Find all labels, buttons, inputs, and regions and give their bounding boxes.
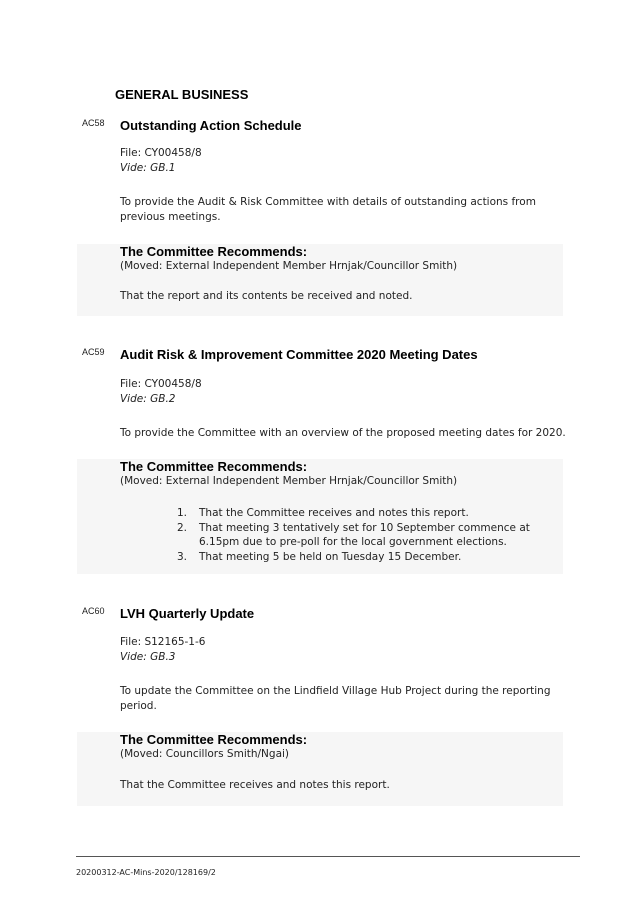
item-title: LVH Quarterly Update [120, 606, 255, 621]
moved-by: (Moved: External Independent Member Hrnjak/Councillor Smith) [120, 475, 458, 487]
item-title: Outstanding Action Schedule [120, 118, 302, 133]
section-heading: GENERAL BUSINESS [115, 87, 249, 102]
recommendation-box [77, 244, 563, 316]
item-number: AC58 [82, 118, 105, 128]
recommendation-heading: The Committee Recommends: [120, 459, 308, 474]
list-item-text: That meeting 5 be held on Tuesday 15 December. [199, 550, 462, 563]
recommendation-box [77, 459, 563, 574]
list-item-number: 2. [177, 521, 188, 534]
recommendation-heading: The Committee Recommends: [120, 244, 308, 259]
item-number: AC60 [82, 606, 105, 616]
recommendation-box [77, 732, 563, 806]
item-purpose: To provide the Audit & Risk Committee with details of outstanding actions from previous meetings. [120, 196, 536, 223]
list-item-text: That meeting 3 tentatively set for 10 September commence at 6.15pm due to pre-poll for the local government elections. [199, 521, 530, 548]
item-purpose: To update the Committee on the Lindfield Village Hub Project during the reporting period. [120, 685, 551, 712]
item-purpose: To provide the Committee with an overview of the proposed meeting dates for 2020. [120, 427, 566, 439]
file-reference [120, 146, 202, 176]
item-title: Audit Risk & Improvement Committee 2020 Meeting Dates [120, 347, 478, 362]
vide-reference: Vide: GB.3 [120, 651, 176, 663]
recommendation-list [177, 506, 537, 564]
moved-by: (Moved: Councillors Smith/Ngai) [120, 748, 290, 760]
list-item [177, 550, 537, 565]
file-reference [120, 377, 202, 407]
file-number: File: S12165-1-6 [120, 636, 206, 648]
file-number: File: CY00458/8 [120, 378, 202, 390]
recommendation-text: That the report and its contents be received and noted. [120, 290, 413, 302]
footer-divider [76, 856, 580, 857]
list-item [177, 506, 537, 521]
recommendation-text: That the Committee receives and notes this report. [120, 779, 390, 791]
list-item [177, 521, 537, 550]
list-item-text: That the Committee receives and notes this report. [199, 507, 469, 519]
moved-by: (Moved: External Independent Member Hrnjak/Councillor Smith) [120, 260, 458, 272]
vide-reference: Vide: GB.1 [120, 162, 176, 174]
file-reference [120, 635, 205, 665]
vide-reference: Vide: GB.2 [120, 393, 176, 405]
list-item-number: 1. [177, 507, 188, 519]
footer-reference: 20200312-AC-Mins-2020/128169/2 [76, 868, 216, 877]
file-number: File: CY00458/8 [120, 147, 202, 159]
item-number: AC59 [82, 347, 105, 357]
list-item-number: 3. [177, 550, 188, 563]
recommendation-heading: The Committee Recommends: [120, 732, 308, 747]
